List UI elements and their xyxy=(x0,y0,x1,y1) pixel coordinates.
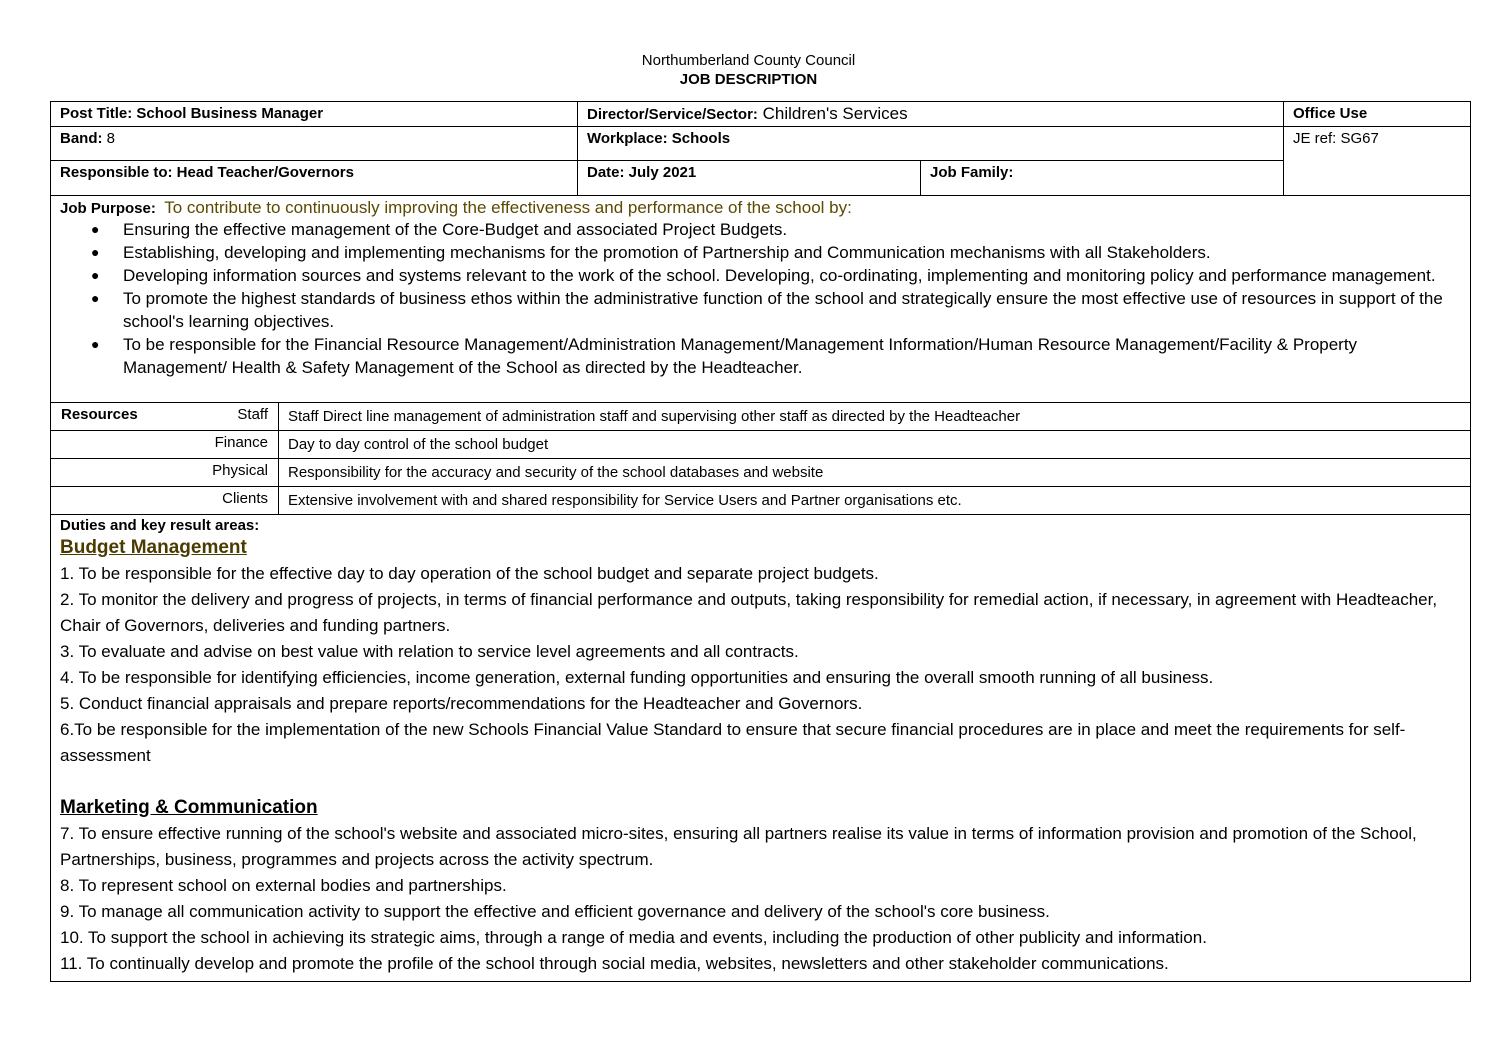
resource-label: Clients xyxy=(51,487,279,515)
job-purpose-label: Job Purpose: xyxy=(60,200,156,217)
job-purpose-line xyxy=(60,198,1461,218)
list-item-text: To be responsible for the Financial Resource Management/Administration Management/Management Information/Human Resource Management/Facility & Property Management/ Health & Safety Management of the School as directed by the Headteacher. xyxy=(123,335,1358,377)
row-job-purpose xyxy=(51,196,1471,403)
workplace-cell: Workplace: Schools xyxy=(578,127,1284,161)
list-item-text: To promote the highest standards of business ethos within the administrative function of the school and strategically ensure the most effective use of resources in support of the school's learning objectives. xyxy=(123,289,1443,331)
job-description-table xyxy=(50,101,1471,982)
list-item-text: Ensuring the effective management of the Core-Budget and associated Project Budgets. xyxy=(123,220,788,239)
resource-value: Day to day control of the school budget xyxy=(279,431,1471,459)
duty-item: 1. To be responsible for the effective day to day operation of the school budget and separate project budgets. xyxy=(60,564,879,583)
resource-label: Physical xyxy=(51,459,279,487)
job-purpose-list xyxy=(60,218,1461,379)
duty-item: 4. To be responsible for identifying efficiencies, income generation, external funding opportunities and ensuring the overall smooth running of all business. xyxy=(60,668,1214,687)
list-item xyxy=(60,333,1461,379)
duty-item: 2. To monitor the delivery and progress of projects, in terms of financial performance and outputs, taking responsibility for remedial action, if necessary, in agreement with Headteacher, Chair of Governors, deliveries and funding partners. xyxy=(60,590,1438,635)
resource-label: Staff xyxy=(237,406,268,423)
duty-item: 11. To continually develop and promote the profile of the school through social media, websites, newsletters and other stakeholder communications. xyxy=(60,954,1169,973)
bullet-icon: ● xyxy=(91,336,100,352)
section-spacer xyxy=(60,769,1461,795)
bullet-icon: ● xyxy=(91,221,100,237)
band-value: 8 xyxy=(102,130,116,147)
director-cell xyxy=(578,102,1284,127)
resource-label: Finance xyxy=(51,431,279,459)
list-item-text: Developing information sources and systems relevant to the work of the school. Developing, co-ordinating, implementing and monitoring policy and performance management. xyxy=(123,266,1436,285)
resource-value: Responsibility for the accuracy and security of the school databases and website xyxy=(279,459,1471,487)
row-post-title xyxy=(51,102,1471,127)
document-title: JOB DESCRIPTION xyxy=(679,71,818,88)
list-item-text: Establishing, developing and implementing mechanisms for the promotion of Partnership and Communication mechanisms with all Stakeholders. xyxy=(123,243,1211,262)
row-responsible xyxy=(51,161,1471,196)
responsible-to-cell: Responsible to: Head Teacher/Governors xyxy=(51,161,578,196)
office-use-cell: Office Use xyxy=(1284,102,1471,127)
bullet-icon: ● xyxy=(91,290,100,306)
je-ref-cell: JE ref: SG67 xyxy=(1284,127,1471,196)
list-item xyxy=(60,241,1461,264)
resource-value: Extensive involvement with and shared responsibility for Service Users and Partner organisations etc. xyxy=(279,487,1471,515)
list-item xyxy=(60,218,1461,241)
list-item xyxy=(60,287,1461,333)
job-purpose-intro: To contribute to continuously improving the effectiveness and performance of the school by: xyxy=(164,198,852,217)
duty-item: 3. To evaluate and advise on best value with relation to service level agreements and all contracts. xyxy=(60,642,799,661)
band-cell xyxy=(51,127,578,161)
council-name: Northumberland County Council xyxy=(641,52,856,69)
resource-label-cell xyxy=(51,403,279,431)
row-duties xyxy=(51,515,1471,982)
duty-item: 5. Conduct financial appraisals and prepare reports/recommendations for the Headteacher and Governors. xyxy=(60,694,863,713)
list-item xyxy=(60,264,1461,287)
duty-item: 8. To represent school on external bodies and partnerships. xyxy=(60,876,507,895)
row-band xyxy=(51,127,1471,161)
duty-item: 10. To support the school in achieving its strategic aims, through a range of media and events, including the production of other publicity and information. xyxy=(60,928,1207,947)
duty-item: 6.To be responsible for the implementation of the new Schools Financial Value Standard to ensure that secure financial procedures are in place and meet the requirements for self-assessment xyxy=(60,720,1406,765)
resource-row-physical xyxy=(51,459,1471,487)
bullet-icon: ● xyxy=(91,244,100,260)
resource-row-finance xyxy=(51,431,1471,459)
date-cell: Date: July 2021 xyxy=(578,161,921,196)
duty-item: 7. To ensure effective running of the school's website and associated micro-sites, ensuring all partners realise its value in terms of information provision and promotion of the School, Partnerships, business, programmes and projects across the activity spectrum. xyxy=(60,824,1417,869)
duties-cell xyxy=(51,515,1471,982)
resource-value: Staff Direct line management of administration staff and supervising other staff as directed by the Headteacher xyxy=(279,403,1471,431)
bullet-icon: ● xyxy=(91,267,100,283)
resources-heading: Resources xyxy=(61,406,138,423)
duties-heading: Duties and key result areas: xyxy=(60,517,260,534)
job-purpose-cell xyxy=(51,196,1471,403)
duty-item: 9. To manage all communication activity to support the effective and efficient governance and delivery of the school's core business. xyxy=(60,902,1050,921)
director-label: Director/Service/Sector: xyxy=(587,106,758,123)
band-label: Band: xyxy=(60,130,103,147)
post-title-cell: Post Title: School Business Manager xyxy=(51,102,578,127)
job-family-cell: Job Family: xyxy=(921,161,1284,196)
marketing-communication-title: Marketing & Communication xyxy=(60,797,318,818)
resource-row-clients xyxy=(51,487,1471,515)
resource-row-staff xyxy=(51,403,1471,431)
budget-management-title: Budget Management xyxy=(60,537,247,558)
director-value: Children's Services xyxy=(757,104,908,123)
